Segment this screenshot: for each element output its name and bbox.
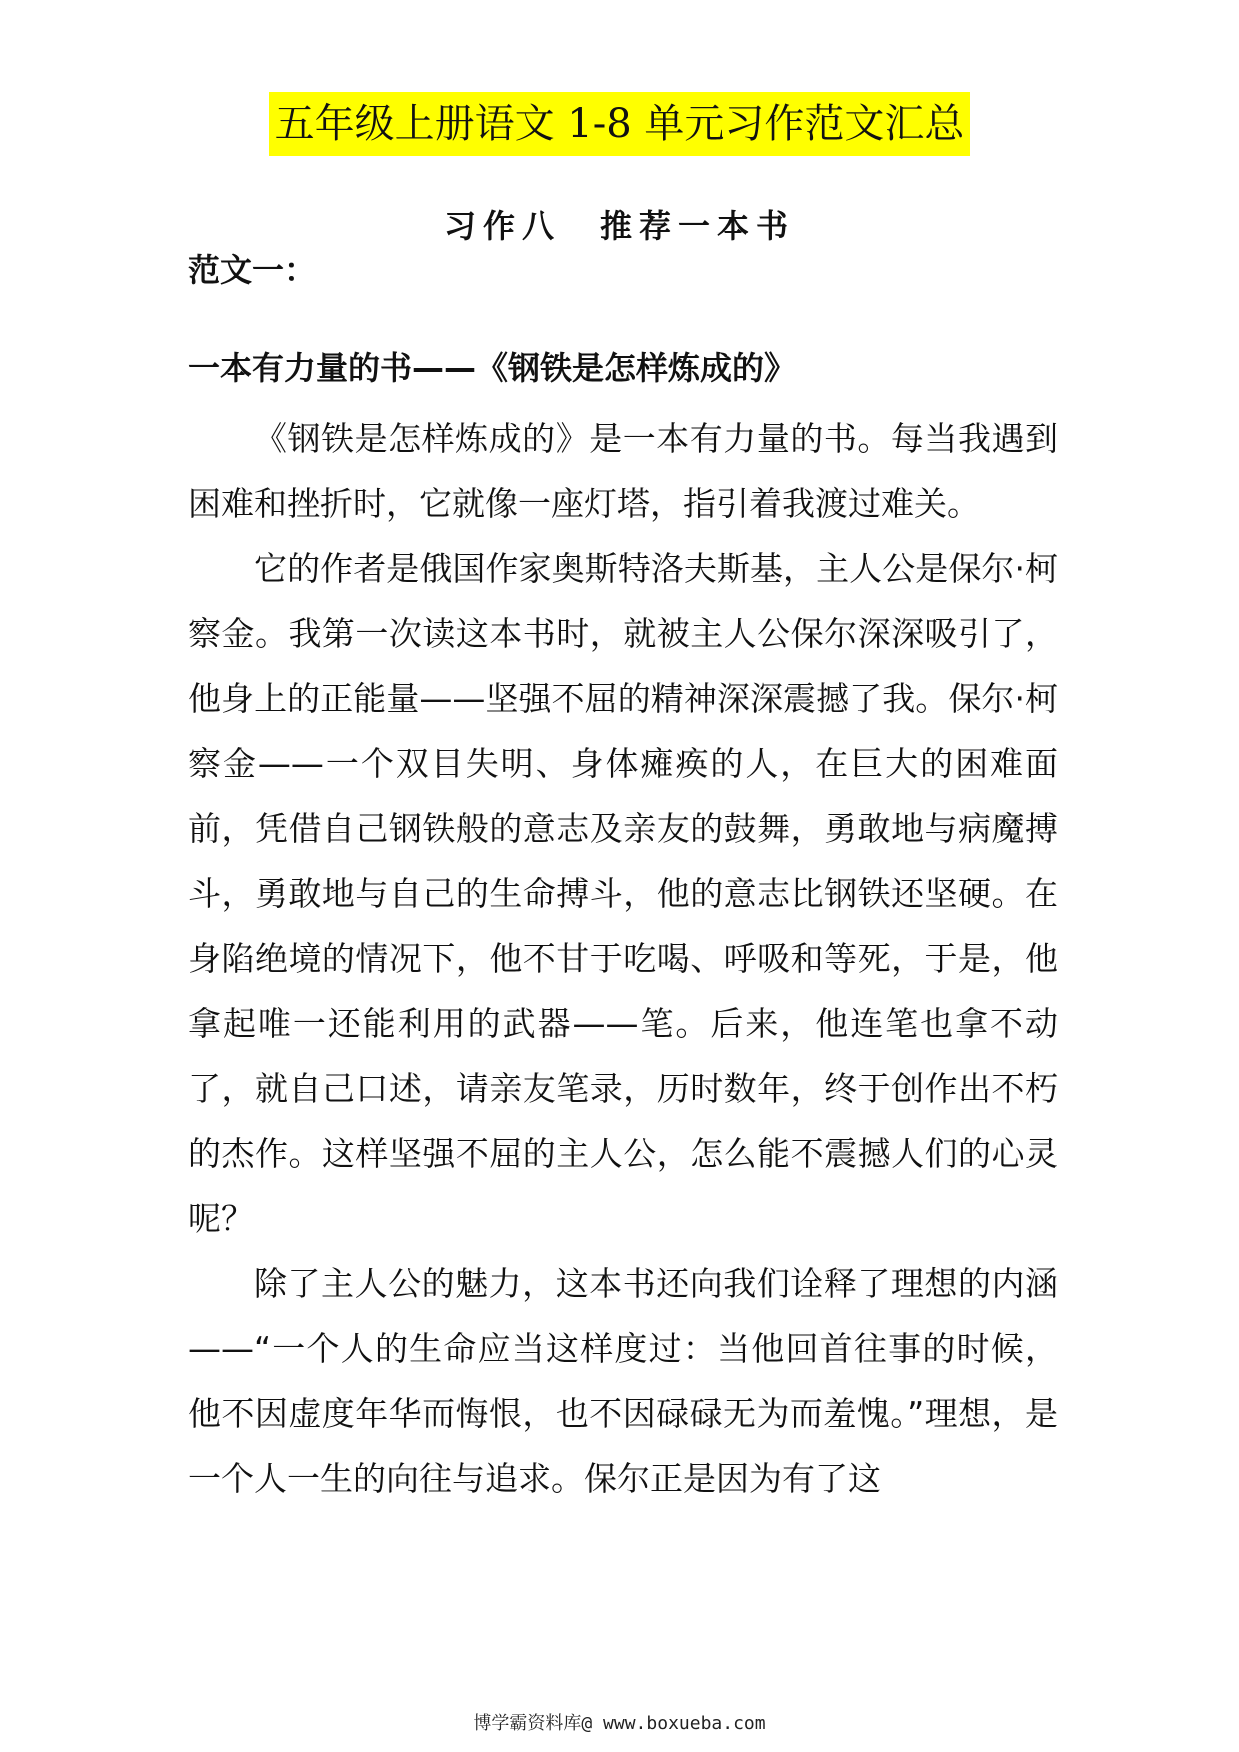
paragraph: 它的作者是俄国作家奥斯特洛夫斯基，主人公是保尔·柯察金。我第一次读这本书时，就被主人公保尔深深吸引了，他身上的正能量——坚强不屈的精神深深震撼了我。保尔·柯察金——一个双目失明、身体瘫痪的人，在巨大的困难面前，凭借自己钢铁般的意志及亲友的鼓舞，勇敢地与病魔搏斗，勇敢地与自己的生命搏斗，他的意志比钢铁还坚硬。在身陷绝境的情况下，他不甘于吃喝、呼吸和等死，于是，他拿起唯一还能利用的武器——笔。后来，他连笔也拿不动了，就自己口述，请亲友笔录，历时数年，终于创作出不朽的杰作。这样坚强不屈的主人公，怎么能不震撼人们的心灵呢？ — [188, 549, 1058, 1238]
essay-body — [188, 406, 1058, 1511]
paragraph: 除了主人公的魅力，这本书还向我们诠释了理想的内涵——“一个人的生命应当这样度过：当他回首往事的时候，他不因虚度年华而悔恨，也不因碌碌无为而羞愧。”理想，是一个人一生的向往与追求。保尔正是因为有了这 — [188, 1264, 1058, 1498]
paragraph: 《钢铁是怎样炼成的》是一本有力量的书。每当我遇到困难和挫折时，它就像一座灯塔，指引着我渡过难关。 — [188, 419, 1058, 523]
essay-title: 一本有力量的书——《钢铁是怎样炼成的》 — [188, 349, 797, 387]
section-title: 习作八 推荐一本书 — [443, 207, 795, 245]
document-banner — [0, 92, 1239, 156]
sample-label: 范文一： — [188, 251, 317, 289]
footer-watermark: 博学霸资料库@ www.boxueba.com — [473, 1713, 766, 1734]
banner-title: 五年级上册语文 1-8 单元习作范文汇总 — [269, 92, 971, 156]
